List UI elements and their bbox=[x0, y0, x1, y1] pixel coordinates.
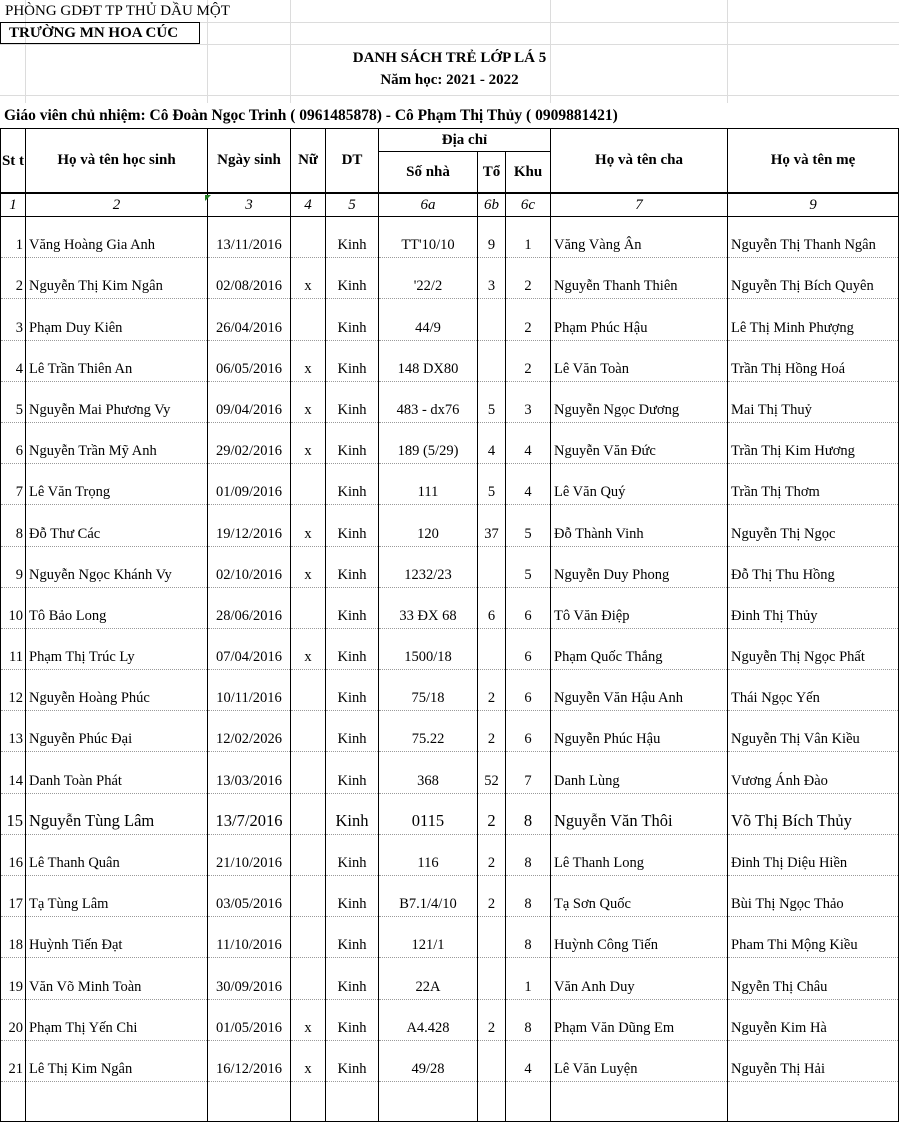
zone-number[interactable]: 8 bbox=[506, 917, 551, 958]
mother-name[interactable]: Trần Thị Kim Hương bbox=[728, 422, 899, 463]
female-mark[interactable]: x bbox=[291, 258, 326, 299]
col-number[interactable]: 1 bbox=[1, 193, 26, 217]
house-number[interactable]: B7.1/4/10 bbox=[379, 876, 478, 917]
gridline bbox=[0, 95, 899, 96]
father-name[interactable]: Tô Văn Điệp bbox=[551, 587, 728, 628]
group-number[interactable] bbox=[478, 340, 506, 381]
female-mark[interactable]: x bbox=[291, 999, 326, 1040]
col-number[interactable]: 3 bbox=[208, 193, 291, 217]
table-row bbox=[1, 876, 899, 917]
father-name[interactable]: Văn Anh Duy bbox=[551, 958, 728, 999]
mother-name[interactable]: Lê Thị Minh Phượng bbox=[728, 299, 899, 340]
col-number[interactable]: 5 bbox=[326, 193, 379, 217]
col-number[interactable]: 4 bbox=[291, 193, 326, 217]
birth-date[interactable]: 07/04/2016 bbox=[208, 628, 291, 669]
student-name[interactable]: Văng Hoàng Gia Anh bbox=[26, 217, 208, 258]
female-mark[interactable] bbox=[291, 917, 326, 958]
row-number[interactable]: 19 bbox=[1, 958, 26, 999]
birth-date[interactable]: 03/05/2016 bbox=[208, 876, 291, 917]
col-number[interactable]: 6b bbox=[478, 193, 506, 217]
table-row bbox=[1, 670, 899, 711]
student-name[interactable]: Nguyễn Trần Mỹ Anh bbox=[26, 422, 208, 463]
empty-cell[interactable] bbox=[291, 1081, 326, 1121]
table-row bbox=[1, 834, 899, 875]
ethnicity[interactable]: Kinh bbox=[326, 464, 379, 505]
group-number[interactable]: 37 bbox=[478, 505, 506, 546]
birth-date[interactable]: 06/05/2016 bbox=[208, 340, 291, 381]
row-number[interactable]: 17 bbox=[1, 876, 26, 917]
mother-name[interactable]: Ngyễn Thị Châu bbox=[728, 958, 899, 999]
table-row bbox=[1, 711, 899, 752]
birth-date[interactable]: 28/06/2016 bbox=[208, 587, 291, 628]
group-number[interactable] bbox=[478, 299, 506, 340]
birth-date[interactable]: 12/02/2026 bbox=[208, 711, 291, 752]
female-mark[interactable] bbox=[291, 958, 326, 999]
ethnicity[interactable]: Kinh bbox=[326, 752, 379, 793]
header-student-name[interactable]: Họ và tên học sinh bbox=[26, 129, 208, 194]
header-stt[interactable]: St t bbox=[1, 129, 26, 194]
student-name[interactable]: Huỳnh Tiến Đạt bbox=[26, 917, 208, 958]
student-name[interactable]: Nguyễn Tùng Lâm bbox=[26, 793, 208, 834]
student-rows bbox=[1, 217, 899, 1122]
col-number[interactable]: 6a bbox=[379, 193, 478, 217]
zone-number[interactable]: 1 bbox=[506, 958, 551, 999]
empty-cell[interactable] bbox=[478, 1081, 506, 1121]
female-mark[interactable]: x bbox=[291, 628, 326, 669]
female-mark[interactable] bbox=[291, 711, 326, 752]
zone-number[interactable]: 6 bbox=[506, 587, 551, 628]
header-female[interactable]: Nữ bbox=[291, 129, 326, 194]
house-number[interactable]: 22A bbox=[379, 958, 478, 999]
student-name[interactable]: Tạ Tùng Lâm bbox=[26, 876, 208, 917]
father-name[interactable]: Lê Văn Quý bbox=[551, 464, 728, 505]
ethnicity[interactable]: Kinh bbox=[326, 587, 379, 628]
group-number[interactable]: 52 bbox=[478, 752, 506, 793]
father-name[interactable]: Phạm Văn Dũng Em bbox=[551, 999, 728, 1040]
group-number[interactable]: 5 bbox=[478, 464, 506, 505]
row-number[interactable]: 1 bbox=[1, 217, 26, 258]
ethnicity[interactable]: Kinh bbox=[326, 505, 379, 546]
mother-name[interactable]: Trần Thị Hồng Hoá bbox=[728, 340, 899, 381]
group-number[interactable]: 2 bbox=[478, 793, 506, 834]
school-name: TRƯỜNG MN HOA CÚC bbox=[9, 25, 179, 41]
table-row bbox=[1, 258, 899, 299]
table-row bbox=[1, 381, 899, 422]
house-number[interactable]: 1500/18 bbox=[379, 628, 478, 669]
female-mark[interactable] bbox=[291, 670, 326, 711]
father-name[interactable]: Huỳnh Công Tiến bbox=[551, 917, 728, 958]
female-mark[interactable]: x bbox=[291, 546, 326, 587]
student-name[interactable]: Tô Bảo Long bbox=[26, 587, 208, 628]
group-number[interactable] bbox=[478, 546, 506, 587]
table-row bbox=[1, 587, 899, 628]
house-number[interactable]: 49/28 bbox=[379, 1040, 478, 1081]
zone-number[interactable]: 2 bbox=[506, 299, 551, 340]
table-row bbox=[1, 299, 899, 340]
empty-row bbox=[1, 1081, 899, 1121]
birth-date[interactable]: 01/05/2016 bbox=[208, 999, 291, 1040]
document-title: DANH SÁCH TRẺ LỚP LÁ 5 bbox=[352, 50, 547, 66]
header-dob[interactable]: Ngày sinh bbox=[208, 129, 291, 194]
birth-date[interactable]: 29/02/2016 bbox=[208, 422, 291, 463]
row-number[interactable]: 7 bbox=[1, 464, 26, 505]
birth-date[interactable]: 26/04/2016 bbox=[208, 299, 291, 340]
group-number[interactable]: 2 bbox=[478, 834, 506, 875]
zone-number[interactable]: 7 bbox=[506, 752, 551, 793]
row-number[interactable]: 8 bbox=[1, 505, 26, 546]
father-name[interactable]: Lê Văn Luyện bbox=[551, 1040, 728, 1081]
zone-number[interactable]: 8 bbox=[506, 834, 551, 875]
table-row bbox=[1, 752, 899, 793]
homeroom-teachers: Giáo viên chủ nhiệm: Cô Đoàn Ngọc Trinh ( 0961485878) - Cô Phạm Thị Thủy ( 0909881421) bbox=[4, 107, 618, 124]
header-address[interactable]: Địa chỉ bbox=[379, 129, 551, 152]
student-name[interactable]: Lê Thanh Quân bbox=[26, 834, 208, 875]
house-number[interactable]: 368 bbox=[379, 752, 478, 793]
zone-number[interactable]: 3 bbox=[506, 381, 551, 422]
birth-date[interactable]: 02/10/2016 bbox=[208, 546, 291, 587]
female-mark[interactable] bbox=[291, 587, 326, 628]
ethnicity[interactable]: Kinh bbox=[326, 958, 379, 999]
student-name[interactable]: Nguyễn Hoàng Phúc bbox=[26, 670, 208, 711]
birth-date[interactable]: 21/10/2016 bbox=[208, 834, 291, 875]
house-number[interactable]: 189 (5/29) bbox=[379, 422, 478, 463]
empty-cell[interactable] bbox=[326, 1081, 379, 1121]
row-number[interactable]: 6 bbox=[1, 422, 26, 463]
ethnicity[interactable]: Kinh bbox=[326, 258, 379, 299]
ethnicity[interactable]: Kinh bbox=[326, 793, 379, 834]
mother-name[interactable]: Thái Ngọc Yến bbox=[728, 670, 899, 711]
student-name[interactable]: Lê Trần Thiên An bbox=[26, 340, 208, 381]
zone-number[interactable]: 8 bbox=[506, 793, 551, 834]
birth-date[interactable]: 16/12/2016 bbox=[208, 1040, 291, 1081]
birth-date[interactable]: 19/12/2016 bbox=[208, 505, 291, 546]
birth-date[interactable]: 13/11/2016 bbox=[208, 217, 291, 258]
female-mark[interactable]: x bbox=[291, 1040, 326, 1081]
female-mark[interactable] bbox=[291, 752, 326, 793]
zone-number[interactable]: 6 bbox=[506, 628, 551, 669]
birth-date[interactable]: 13/03/2016 bbox=[208, 752, 291, 793]
zone-number[interactable]: 1 bbox=[506, 217, 551, 258]
column-number-row bbox=[1, 193, 899, 217]
mother-name[interactable]: Nguyễn Thị Ngọc bbox=[728, 505, 899, 546]
table-row bbox=[1, 546, 899, 587]
group-number[interactable]: 6 bbox=[478, 587, 506, 628]
group-number[interactable] bbox=[478, 958, 506, 999]
empty-cell[interactable] bbox=[506, 1081, 551, 1121]
group-number[interactable]: 5 bbox=[478, 381, 506, 422]
father-name[interactable]: Phạm Phúc Hậu bbox=[551, 299, 728, 340]
header-house-number[interactable]: Số nhà bbox=[379, 152, 478, 194]
birth-date[interactable]: 30/09/2016 bbox=[208, 958, 291, 999]
row-number[interactable]: 2 bbox=[1, 258, 26, 299]
father-name[interactable]: Phạm Quốc Thắng bbox=[551, 628, 728, 669]
mother-name[interactable]: Đinh Thị Diệu Hiền bbox=[728, 834, 899, 875]
empty-cell[interactable] bbox=[208, 1081, 291, 1121]
father-name[interactable]: Tạ Sơn Quốc bbox=[551, 876, 728, 917]
student-name[interactable]: Phạm Thị Yến Chi bbox=[26, 999, 208, 1040]
mother-name[interactable]: Mai Thị Thuỷ bbox=[728, 381, 899, 422]
zone-number[interactable]: 5 bbox=[506, 505, 551, 546]
row-number[interactable]: 13 bbox=[1, 711, 26, 752]
ethnicity[interactable]: Kinh bbox=[326, 299, 379, 340]
mother-name[interactable]: Nguyễn Thị Hải bbox=[728, 1040, 899, 1081]
empty-cell[interactable] bbox=[728, 1081, 899, 1121]
student-name[interactable]: Nguyễn Ngọc Khánh Vy bbox=[26, 546, 208, 587]
house-number[interactable]: 75.22 bbox=[379, 711, 478, 752]
header-ethnicity[interactable]: DT bbox=[326, 129, 379, 194]
table-row bbox=[1, 464, 899, 505]
student-name[interactable]: Phạm Duy Kiên bbox=[26, 299, 208, 340]
zone-number[interactable]: 8 bbox=[506, 999, 551, 1040]
student-roster-table bbox=[0, 128, 899, 1122]
house-number[interactable]: 33 ĐX 68 bbox=[379, 587, 478, 628]
ethnicity[interactable]: Kinh bbox=[326, 670, 379, 711]
female-mark[interactable] bbox=[291, 217, 326, 258]
group-number[interactable]: 4 bbox=[478, 422, 506, 463]
group-number[interactable] bbox=[478, 628, 506, 669]
table-row bbox=[1, 1040, 899, 1081]
table-row bbox=[1, 505, 899, 546]
student-name[interactable]: Nguyễn Mai Phương Vy bbox=[26, 381, 208, 422]
col-number[interactable]: 6c bbox=[506, 193, 551, 217]
mother-name[interactable]: Trần Thị Thơm bbox=[728, 464, 899, 505]
father-name[interactable]: Nguyễn Duy Phong bbox=[551, 546, 728, 587]
student-name[interactable]: Đỗ Thư Các bbox=[26, 505, 208, 546]
father-name[interactable]: Nguyễn Thanh Thiên bbox=[551, 258, 728, 299]
table-row bbox=[1, 999, 899, 1040]
father-name[interactable]: Nguyễn Văn Hậu Anh bbox=[551, 670, 728, 711]
row-number[interactable]: 16 bbox=[1, 834, 26, 875]
empty-cell[interactable] bbox=[1, 1081, 26, 1121]
father-name[interactable]: Nguyễn Ngọc Dương bbox=[551, 381, 728, 422]
student-name[interactable]: Phạm Thị Trúc Ly bbox=[26, 628, 208, 669]
group-number[interactable]: 3 bbox=[478, 258, 506, 299]
zone-number[interactable]: 8 bbox=[506, 876, 551, 917]
house-number[interactable]: TT'10/10 bbox=[379, 217, 478, 258]
father-name[interactable]: Đỗ Thành Vinh bbox=[551, 505, 728, 546]
birth-date[interactable]: 13/7/2016 bbox=[208, 793, 291, 834]
col-number[interactable]: 2 bbox=[26, 193, 208, 217]
mother-name[interactable]: Bùi Thị Ngọc Thảo bbox=[728, 876, 899, 917]
group-number[interactable]: 2 bbox=[478, 876, 506, 917]
zone-number[interactable]: 4 bbox=[506, 464, 551, 505]
row-number[interactable]: 5 bbox=[1, 381, 26, 422]
female-mark[interactable]: x bbox=[291, 340, 326, 381]
empty-cell[interactable] bbox=[379, 1081, 478, 1121]
house-number[interactable]: 148 DX80 bbox=[379, 340, 478, 381]
row-number[interactable]: 12 bbox=[1, 670, 26, 711]
table-row bbox=[1, 422, 899, 463]
mother-name[interactable]: Pham Thi Mộng Kiều bbox=[728, 917, 899, 958]
female-mark[interactable] bbox=[291, 834, 326, 875]
mother-name[interactable]: Đinh Thị Thủy bbox=[728, 587, 899, 628]
female-mark[interactable]: x bbox=[291, 505, 326, 546]
birth-date[interactable]: 09/04/2016 bbox=[208, 381, 291, 422]
birth-date[interactable]: 10/11/2016 bbox=[208, 670, 291, 711]
ethnicity[interactable]: Kinh bbox=[326, 876, 379, 917]
gridline bbox=[0, 44, 899, 45]
empty-cell[interactable] bbox=[26, 1081, 208, 1121]
table-row bbox=[1, 958, 899, 999]
female-mark[interactable] bbox=[291, 464, 326, 505]
student-name[interactable]: Văn Võ Minh Toàn bbox=[26, 958, 208, 999]
ethnicity[interactable]: Kinh bbox=[326, 999, 379, 1040]
house-number[interactable]: 121/1 bbox=[379, 917, 478, 958]
mother-name[interactable]: Nguyễn Kim Hà bbox=[728, 999, 899, 1040]
row-number[interactable]: 4 bbox=[1, 340, 26, 381]
house-number[interactable]: 120 bbox=[379, 505, 478, 546]
female-mark[interactable]: x bbox=[291, 422, 326, 463]
row-number[interactable]: 14 bbox=[1, 752, 26, 793]
mother-name[interactable]: Đỗ Thị Thu Hồng bbox=[728, 546, 899, 587]
ethnicity[interactable]: Kinh bbox=[326, 1040, 379, 1081]
row-number[interactable]: 21 bbox=[1, 1040, 26, 1081]
father-name[interactable]: Nguyễn Văn Thôi bbox=[551, 793, 728, 834]
ethnicity[interactable]: Kinh bbox=[326, 917, 379, 958]
zone-number[interactable]: 6 bbox=[506, 670, 551, 711]
row-number[interactable]: 20 bbox=[1, 999, 26, 1040]
female-mark[interactable] bbox=[291, 299, 326, 340]
table-row bbox=[1, 340, 899, 381]
department-name: PHÒNG GDĐT TP THỦ DẦU MỘT bbox=[5, 3, 230, 19]
house-number[interactable]: 0115 bbox=[379, 793, 478, 834]
zone-number[interactable]: 5 bbox=[506, 546, 551, 587]
table-row bbox=[1, 793, 899, 834]
ethnicity[interactable]: Kinh bbox=[326, 422, 379, 463]
row-number[interactable]: 9 bbox=[1, 546, 26, 587]
father-name[interactable]: Danh Lùng bbox=[551, 752, 728, 793]
student-name[interactable]: Lê Thị Kim Ngân bbox=[26, 1040, 208, 1081]
col-number[interactable]: 7 bbox=[551, 193, 728, 217]
father-name[interactable]: Lê Thanh Long bbox=[551, 834, 728, 875]
group-number[interactable]: 2 bbox=[478, 711, 506, 752]
ethnicity[interactable]: Kinh bbox=[326, 628, 379, 669]
ethnicity[interactable]: Kinh bbox=[326, 340, 379, 381]
ethnicity[interactable]: Kinh bbox=[326, 217, 379, 258]
col-number[interactable]: 9 bbox=[728, 193, 899, 217]
house-number[interactable]: 116 bbox=[379, 834, 478, 875]
ethnicity[interactable]: Kinh bbox=[326, 546, 379, 587]
student-name[interactable]: Nguyễn Thị Kim Ngân bbox=[26, 258, 208, 299]
student-name[interactable]: Danh Toàn Phát bbox=[26, 752, 208, 793]
mother-name[interactable]: Võ Thị Bích Thủy bbox=[728, 793, 899, 834]
header-father-name[interactable]: Họ và tên cha bbox=[551, 129, 728, 194]
house-number[interactable]: '22/2 bbox=[379, 258, 478, 299]
zone-number[interactable]: 6 bbox=[506, 711, 551, 752]
mother-name[interactable]: Nguyễn Thị Bích Quyên bbox=[728, 258, 899, 299]
row-number[interactable]: 3 bbox=[1, 299, 26, 340]
father-name[interactable]: Văng Vàng Ân bbox=[551, 217, 728, 258]
house-number[interactable]: 44/9 bbox=[379, 299, 478, 340]
student-name[interactable]: Nguyễn Phúc Đại bbox=[26, 711, 208, 752]
empty-cell[interactable] bbox=[551, 1081, 728, 1121]
table-row bbox=[1, 217, 899, 258]
house-number[interactable]: A4.428 bbox=[379, 999, 478, 1040]
mother-name[interactable]: Nguyễn Thị Vân Kiều bbox=[728, 711, 899, 752]
zone-number[interactable]: 4 bbox=[506, 422, 551, 463]
birth-date[interactable]: 01/09/2016 bbox=[208, 464, 291, 505]
ethnicity[interactable]: Kinh bbox=[326, 711, 379, 752]
mother-name[interactable]: Nguyễn Thị Ngọc Phất bbox=[728, 628, 899, 669]
table-row bbox=[1, 628, 899, 669]
mother-name[interactable]: Vương Ánh Đào bbox=[728, 752, 899, 793]
group-number[interactable] bbox=[478, 917, 506, 958]
cell-comment-marker bbox=[205, 195, 211, 201]
group-number[interactable]: 9 bbox=[478, 217, 506, 258]
birth-date[interactable]: 02/08/2016 bbox=[208, 258, 291, 299]
female-mark[interactable]: x bbox=[291, 381, 326, 422]
group-number[interactable]: 2 bbox=[478, 999, 506, 1040]
house-number[interactable]: 483 - dx76 bbox=[379, 381, 478, 422]
female-mark[interactable] bbox=[291, 876, 326, 917]
row-number[interactable]: 11 bbox=[1, 628, 26, 669]
ethnicity[interactable]: Kinh bbox=[326, 834, 379, 875]
house-number[interactable]: 75/18 bbox=[379, 670, 478, 711]
zone-number[interactable]: 2 bbox=[506, 258, 551, 299]
father-name[interactable]: Nguyễn Phúc Hậu bbox=[551, 711, 728, 752]
house-number[interactable]: 111 bbox=[379, 464, 478, 505]
group-number[interactable]: 2 bbox=[478, 670, 506, 711]
house-number[interactable]: 1232/23 bbox=[379, 546, 478, 587]
school-year: Năm học: 2021 - 2022 bbox=[380, 72, 519, 88]
father-name[interactable]: Lê Văn Toàn bbox=[551, 340, 728, 381]
ethnicity[interactable]: Kinh bbox=[326, 381, 379, 422]
group-number[interactable] bbox=[478, 1040, 506, 1081]
row-number[interactable]: 10 bbox=[1, 587, 26, 628]
table-row bbox=[1, 917, 899, 958]
row-number[interactable]: 18 bbox=[1, 917, 26, 958]
birth-date[interactable]: 11/10/2016 bbox=[208, 917, 291, 958]
female-mark[interactable] bbox=[291, 793, 326, 834]
header-mother-name[interactable]: Họ và tên mẹ bbox=[728, 129, 899, 194]
header-group[interactable]: Tổ bbox=[478, 152, 506, 194]
student-name[interactable]: Lê Văn Trọng bbox=[26, 464, 208, 505]
row-number[interactable]: 15 bbox=[1, 793, 26, 834]
zone-number[interactable]: 4 bbox=[506, 1040, 551, 1081]
zone-number[interactable]: 2 bbox=[506, 340, 551, 381]
father-name[interactable]: Nguyễn Văn Đức bbox=[551, 422, 728, 463]
header-zone[interactable]: Khu bbox=[506, 152, 551, 194]
mother-name[interactable]: Nguyễn Thị Thanh Ngân bbox=[728, 217, 899, 258]
